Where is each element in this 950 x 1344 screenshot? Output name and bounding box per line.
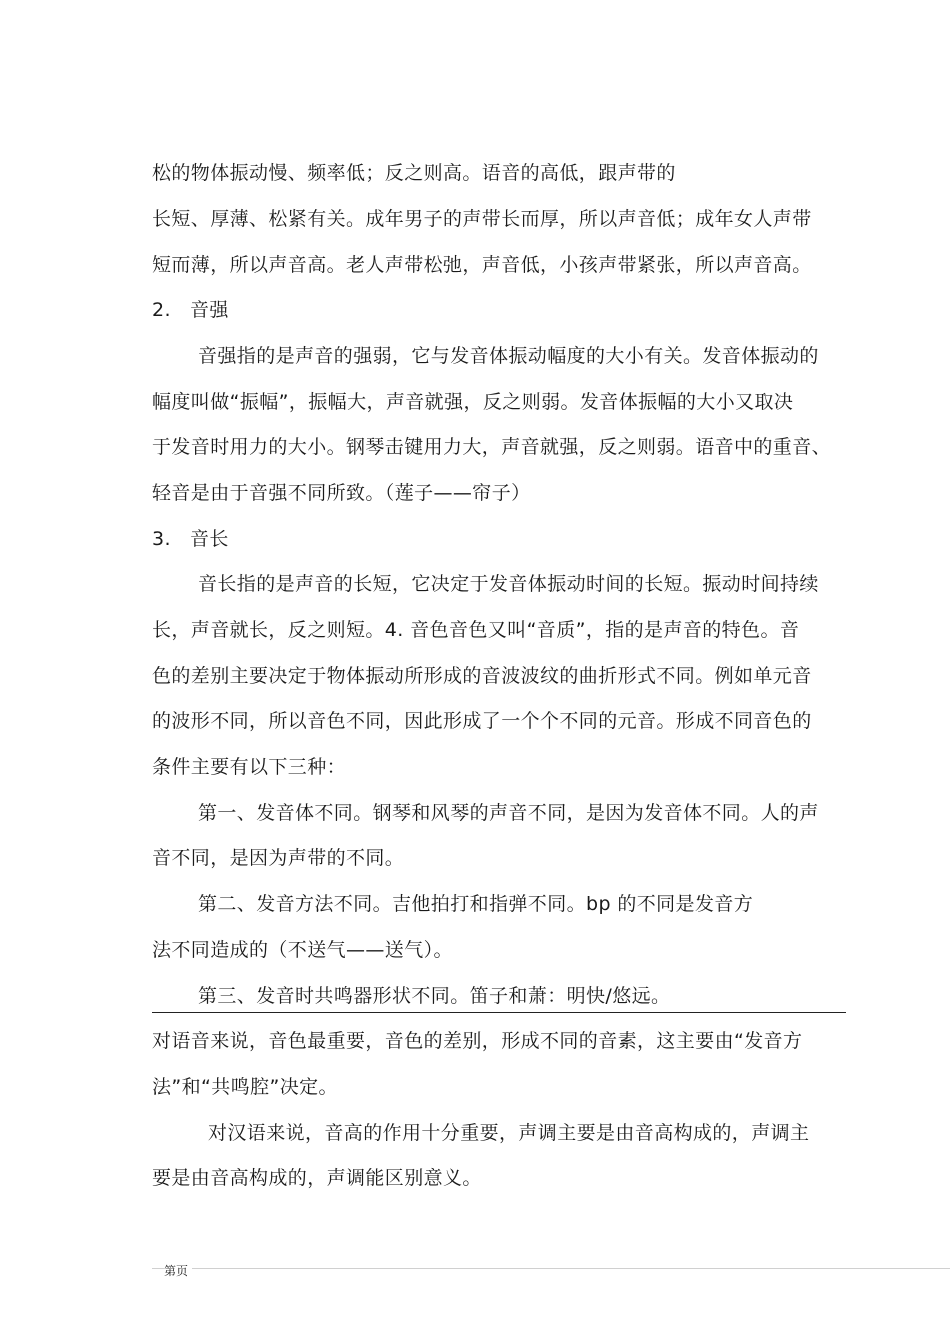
body-line: 音长指的是声音的长短，它决定于发音体振动时间的长短。振动时间持续 bbox=[198, 573, 819, 595]
section-number: 3. bbox=[152, 528, 171, 550]
section-title: 音长 bbox=[190, 528, 229, 550]
footer-rule bbox=[152, 1268, 950, 1269]
body-line: 第二、发音方法不同。吉他拍打和指弹不同。bp 的不同是发音方 bbox=[198, 893, 754, 915]
body-line: 法不同造成的（不送气——送气）。 bbox=[152, 939, 453, 961]
section-heading-2 bbox=[152, 297, 229, 323]
body-line: 音不同，是因为声带的不同。 bbox=[152, 847, 405, 869]
body-line: 要是由音高构成的，声调能区别意义。 bbox=[152, 1167, 482, 1189]
body-line: 第一、发音体不同。钢琴和风琴的声音不同，是因为发音体不同。人的声 bbox=[198, 802, 819, 824]
body-line: 音强指的是声音的强弱，它与发音体振动幅度的大小有关。发音体振动的 bbox=[198, 345, 819, 367]
body-line: 短而薄，所以声音高。老人声带松弛，声音低，小孩声带紧张，所以声音高。 bbox=[152, 254, 812, 276]
horizontal-rule bbox=[152, 1012, 846, 1013]
page-footer: 第页 bbox=[164, 1264, 192, 1278]
body-line: 于发音时用力的大小。钢琴击键用力大，声音就强，反之则弱。语音中的重音、 bbox=[152, 436, 832, 458]
section-number: 2. bbox=[152, 299, 171, 321]
body-line: 松的物体振动慢、频率低；反之则高。语音的高低，跟声带的 bbox=[152, 162, 676, 184]
section-title: 音强 bbox=[190, 299, 229, 321]
body-line: 第三、发音时共鸣器形状不同。笛子和萧：明快/悠远。 bbox=[198, 985, 671, 1007]
body-line: 轻音是由于音强不同所致。（莲子——帘子） bbox=[152, 482, 531, 504]
body-line: 长短、厚薄、松紧有关。成年男子的声带长而厚，所以声音低；成年女人声带 bbox=[152, 208, 812, 230]
body-line: 幅度叫做“振幅”，振幅大，声音就强，反之则弱。发音体振幅的大小又取决 bbox=[152, 391, 794, 413]
body-line: 条件主要有以下三种： bbox=[152, 756, 347, 778]
body-line: 长，声音就长，反之则短。4. 音色音色又叫“音质”，指的是声音的特色。音 bbox=[152, 619, 800, 641]
body-line: 色的差别主要决定于物体振动所形成的音波波纹的曲折形式不同。例如单元音 bbox=[152, 665, 812, 687]
body-line: 的波形不同，所以音色不同，因此形成了一个个不同的元音。形成不同音色的 bbox=[152, 710, 812, 732]
body-line: 对语音来说，音色最重要，音色的差别，形成不同的音素，这主要由“发音方 bbox=[152, 1030, 803, 1052]
body-line: 法”和“共鸣腔”决定。 bbox=[152, 1076, 338, 1098]
section-heading-3 bbox=[152, 526, 229, 552]
body-line: 对汉语来说，音高的作用十分重要，声调主要是由音高构成的，声调主 bbox=[208, 1122, 810, 1144]
